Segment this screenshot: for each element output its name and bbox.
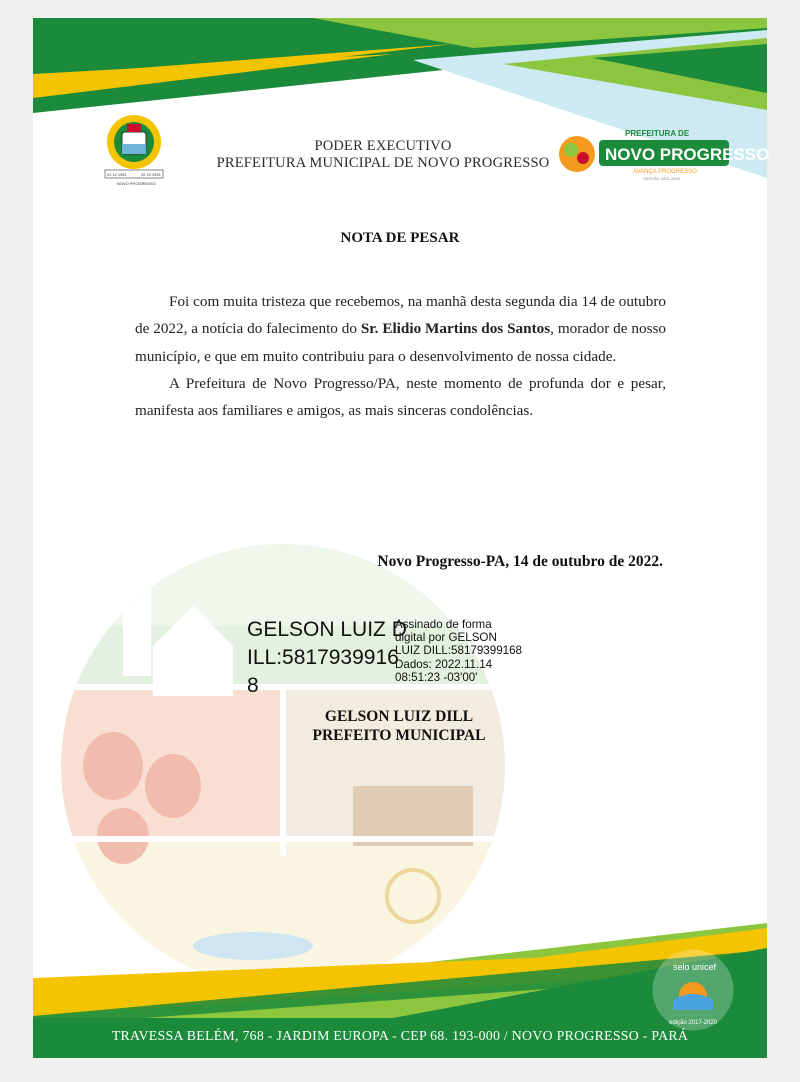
document-title: NOTA DE PESAR — [340, 230, 460, 246]
signer-name: GELSON LUIZ DILL — [324, 708, 474, 725]
crest-left-date: 01·12·1991 — [107, 173, 127, 177]
logo-main-text: NOVO PROGRESSO — [605, 145, 770, 164]
digital-signature-name: GELSON LUIZ DILL:58179399168 — [247, 618, 407, 697]
place-and-date: Novo Progresso-PA, 14 de outubro de 2022. — [377, 553, 663, 570]
deceased-name: Sr. Elidio Martins dos Santos — [360, 320, 551, 338]
crest-right-date: 20·10·1993 — [141, 173, 161, 177]
seal-bottom-text: edição 2017-2020 — [669, 1020, 718, 1026]
logo-top-text: PREFEITURA DE — [625, 129, 690, 138]
digital-signature-info: Assinado de forma digital por GELSON LUIZ DILL:58179399168 Dados: 2022.11.14 08:51:23 -03'00' — [395, 618, 522, 684]
signer-block — [283, 708, 515, 745]
seal-top-text: selo unicef — [673, 962, 717, 972]
footer-address: TRAVESSA BELÉM, 768 - JARDIM EUROPA - CEP 68. 193-000 / NOVO PROGRESSO - PARÁ — [111, 1028, 689, 1043]
crest-banner: NOVO PROGRESSO — [117, 181, 156, 186]
paragraph-1: Foi com muita tristeza que recebemos, na manhã desta segunda dia 14 de outubro de 2022, a notícia do falecimento do Sr. Elidio Martins dos Santos, morador de nosso município, e que em muito contribuiu para o desenvolvimento de nossa cidade. — [135, 293, 666, 365]
header-line-2: PREFEITURA MUNICIPAL DE NOVO PROGRESSO — [216, 155, 550, 171]
municipal-crest — [99, 110, 169, 190]
logo-small-text: GESTÃO 2021-2024 — [643, 176, 680, 181]
document-page — [33, 18, 770, 1058]
paragraph-2: A Prefeitura de Novo Progresso/PA, neste momento de profunda dor e pesar, manifesta aos familiares e amigos, as mais sinceras condolências. — [135, 374, 666, 420]
signer-role: PREFEITO MUNICIPAL — [312, 726, 486, 744]
header-line-1: PODER EXECUTIVO — [314, 138, 452, 154]
document-body — [135, 288, 666, 424]
header-title — [183, 138, 583, 172]
logo-tagline: AVANÇA PROGRESSO — [633, 169, 697, 175]
prefeitura-logo — [555, 126, 770, 182]
unicef-seal — [651, 948, 735, 1032]
